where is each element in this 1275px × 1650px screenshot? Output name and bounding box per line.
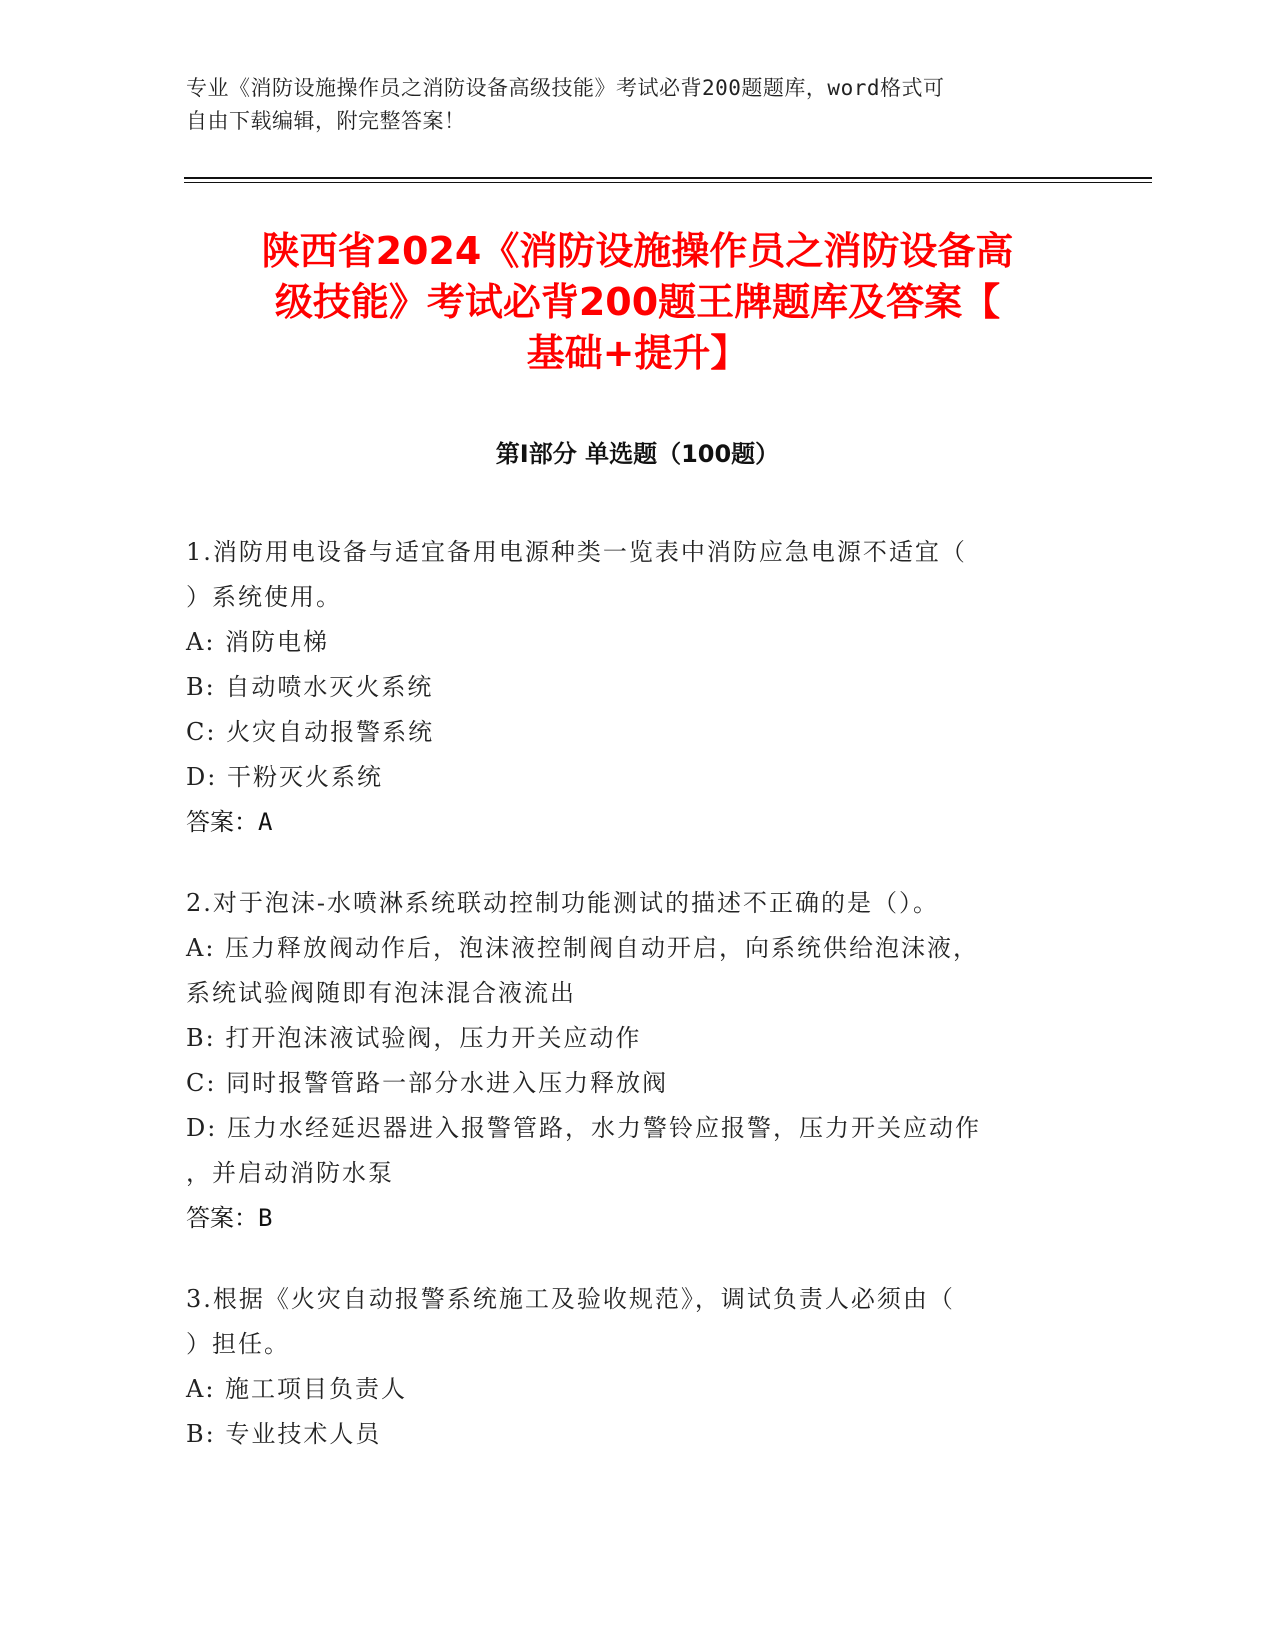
- option-c: C: 火灾自动报警系统: [186, 718, 435, 746]
- question-stem: ）担任。: [186, 1330, 290, 1358]
- option-a: A: 压力释放阀动作后，泡沫液控制阀自动开启，向系统供给泡沫液，: [186, 934, 980, 962]
- question-2: [186, 881, 1066, 1241]
- header-divider-thick: [184, 177, 1152, 179]
- header-note-line: 专业《消防设施操作员之消防设备高级技能》考试必背200题题库，word格式可: [186, 76, 945, 100]
- answer-value: A: [258, 808, 273, 836]
- question-list: [186, 530, 1066, 1493]
- option-b: B: 打开泡沫液试验阀，压力开关应动作: [186, 1024, 642, 1052]
- title-line: 基础+提升】: [526, 331, 749, 375]
- answer-label: 答案：: [186, 1204, 258, 1232]
- option-b: B: 专业技术人员: [186, 1420, 382, 1448]
- title-line: 陕西省2024《消防设施操作员之消防设备高: [261, 229, 1014, 273]
- answer-label: 答案：: [186, 808, 258, 836]
- header-note: [186, 72, 1066, 138]
- header-divider-thin: [184, 182, 1152, 183]
- option-b: B: 自动喷水灭火系统: [186, 673, 434, 701]
- answer-line: [186, 1196, 1066, 1241]
- question-1: [186, 530, 1066, 845]
- question-stem: 1.消防用电设备与适宜备用电源种类一览表中消防应急电源不适宜（: [186, 538, 967, 566]
- option-a: A: 施工项目负责人: [186, 1375, 408, 1403]
- option-d: D: 干粉灭火系统: [186, 763, 383, 791]
- question-stem: 2.对于泡沫-水喷淋系统联动控制功能测试的描述不正确的是（）。: [186, 889, 940, 917]
- answer-line: [186, 800, 1066, 845]
- question-3: [186, 1277, 1066, 1457]
- header-note-line: 自由下载编辑，附完整答案！: [186, 109, 466, 133]
- option-a: A: 消防电梯: [186, 628, 330, 656]
- option-d: D: 压力水经延迟器进入报警管路，水力警铃应报警，压力开关应动作: [186, 1114, 981, 1142]
- question-stem: 3.根据《火灾自动报警系统施工及验收规范》，调试负责人必须由（: [186, 1285, 955, 1313]
- section-heading: 第Ⅰ部分 单选题（100题）: [495, 440, 780, 468]
- option-d-continued: ，并启动消防水泵: [186, 1159, 394, 1187]
- option-c: C: 同时报警管路一部分水进入压力释放阀: [186, 1069, 669, 1097]
- document-title: [150, 226, 1125, 379]
- title-line: 级技能》考试必背200题王牌题库及答案【: [274, 280, 1001, 324]
- answer-value: B: [258, 1204, 273, 1232]
- option-a-continued: 系统试验阀随即有泡沫混合液流出: [186, 979, 576, 1007]
- question-stem: ）系统使用。: [186, 583, 342, 611]
